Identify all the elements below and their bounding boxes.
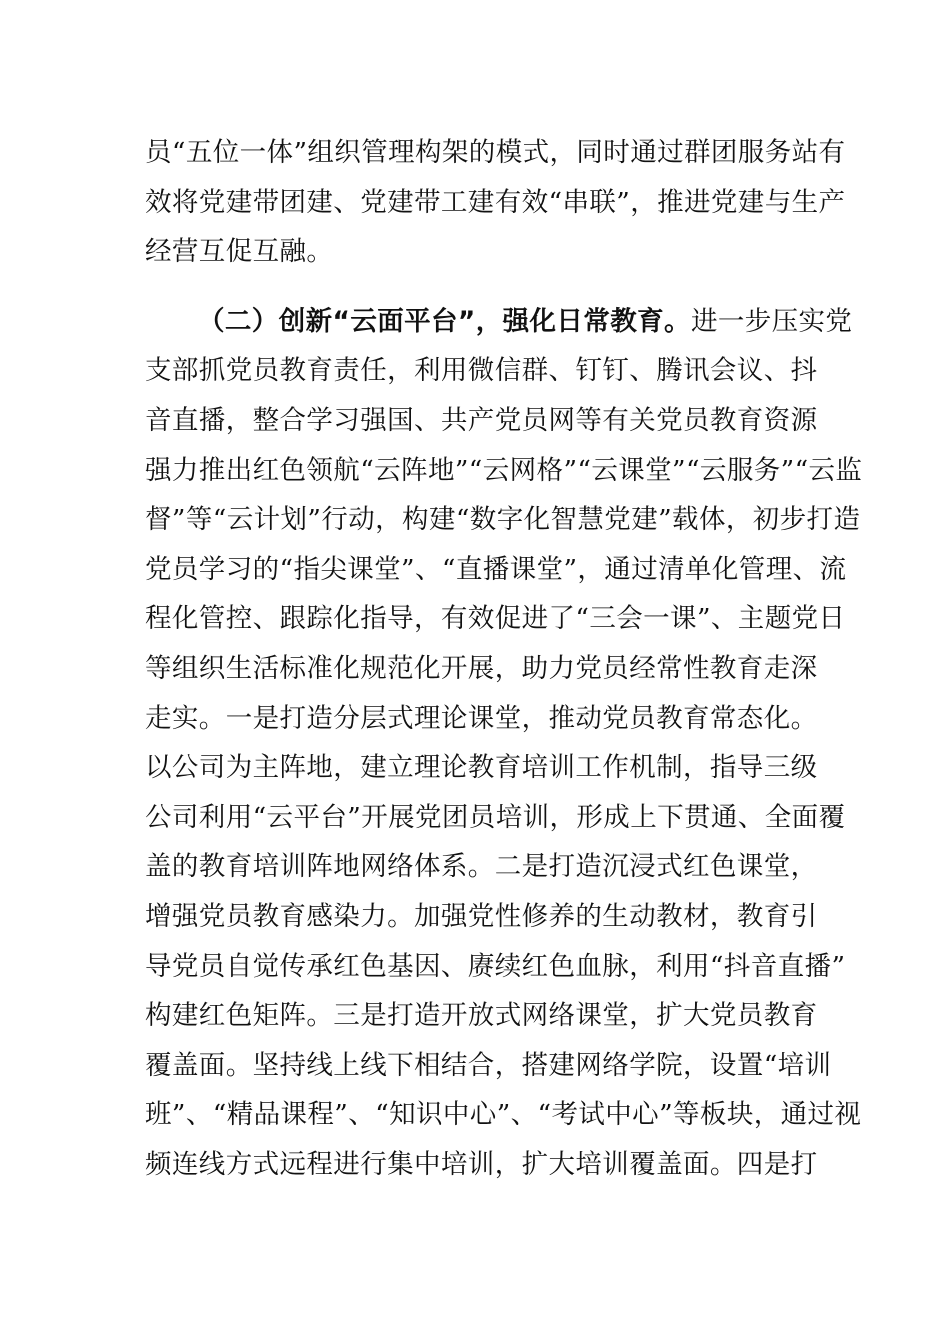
para1-line-3: 经营互促互融。 (145, 236, 334, 268)
para2-line: 盖的教育培训阵地网络体系。二是打造沉浸式红色课堂， (145, 851, 818, 883)
para2-line: 增强党员教育感染力。加强党性修养的生动教材，教育引 (145, 900, 818, 932)
para2-first-line-rest: 进一步压实党 (690, 305, 853, 337)
para2-line: 党员学习的“指尖课堂”、“直播课堂”，通过清单化管理、流 (145, 553, 847, 585)
para1-line-1: 员“五位一体”组织管理构架的模式，同时通过群团服务站有 (145, 137, 846, 168)
para2-line: 班”、“精品课程”、“知识中心”、“考试中心”等板块，通过视 (145, 1099, 862, 1131)
para2-line: 程化管控、跟踪化指导，有效促进了“三会一课”、主题党日 (145, 603, 846, 635)
para2-first-line (145, 297, 853, 347)
para2-line: 支部抓党员教育责任，利用微信群、钉钉、腾讯会议、抖 (145, 355, 818, 387)
para2-line: 音直播，整合学习强国、共产党员网等有关党员教育资源 (145, 404, 818, 436)
para2-line: 强力推出红色领航“云阵地”“云网格”“云课堂”“云服务”“云监 (145, 454, 863, 486)
para2-line: 频连线方式远程进行集中培训，扩大培训覆盖面。四是打 (145, 1148, 818, 1180)
para2-line: 导党员自觉传承红色基因、赓续红色血脉，利用“抖音直播” (145, 950, 846, 982)
para2-line: 构建红色矩阵。三是打造开放式网络课堂，扩大党员教育 (145, 1000, 818, 1032)
para2-line: 等组织生活标准化规范化开展，助力党员经常性教育走深 (145, 652, 818, 684)
document-body (145, 128, 863, 1189)
para1-line-2: 效将党建带团建、党建带工建有效“串联”，推进党建与生产 (145, 186, 846, 218)
para2-line: 以公司为主阵地，建立理论教育培训工作机制，指导三级 (145, 752, 818, 784)
para2-line: 走实。一是打造分层式理论课堂，推动党员教育常态化。 (145, 702, 818, 734)
section-heading: （二）创新“云面平台”，强化日常教育。 (198, 305, 691, 337)
para2-line: 覆盖面。坚持线上线下相结合，搭建网络学院，设置“培训 (145, 1049, 832, 1081)
para2-line: 公司利用“云平台”开展党团员培训，形成上下贯通、全面覆 (145, 801, 846, 833)
para2-line: 督”等“云计划”行动，构建“数字化智慧党建”载体，初步打造 (145, 504, 861, 536)
